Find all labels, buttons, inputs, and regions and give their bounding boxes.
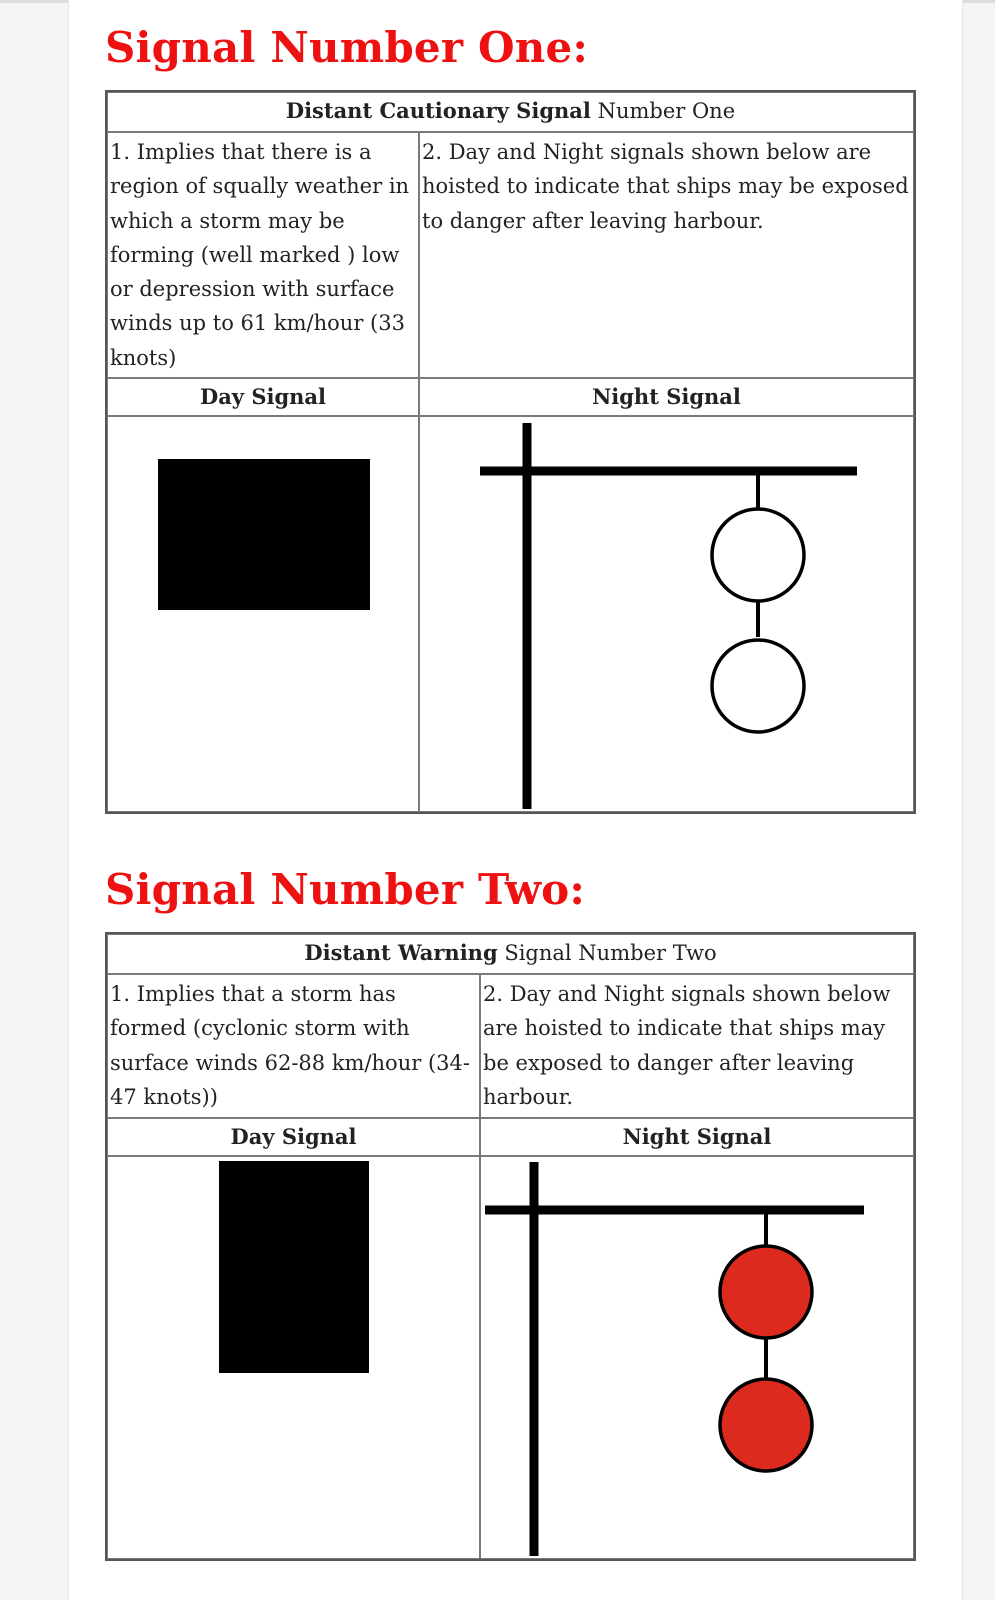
- signal-two-night-graphic: [481, 1157, 913, 1558]
- signal-two-description-right: 2. Day and Night signals shown below are hoisted to indicate that ships may be exposed to danger after leaving harbour.: [480, 974, 914, 1118]
- signal-one-caption: [107, 92, 914, 132]
- night-lamp-upper: [712, 509, 804, 601]
- day-signal-rectangle: [219, 1161, 369, 1373]
- signal-two-day-graphic: [108, 1157, 479, 1558]
- section-two-title: Signal Number Two:: [105, 865, 586, 914]
- signal-one-night-cell: [419, 416, 914, 812]
- signal-two-caption: [107, 934, 914, 974]
- day-signal-rectangle: [158, 459, 370, 610]
- signal-one-day-cell: [107, 416, 419, 812]
- signal-two-night-header: Night Signal: [480, 1118, 914, 1156]
- signal-two-day-cell: [107, 1156, 480, 1559]
- signal-two-description-left: 1. Implies that a storm has formed (cyclonic storm with surface winds 62-88 km/hour (34-47 knots)): [107, 974, 480, 1118]
- signal-one-day-header: Day Signal: [107, 378, 419, 416]
- signal-two-caption-rest: Signal Number Two: [504, 941, 717, 965]
- signal-two-caption-bold: Distant Warning: [304, 940, 498, 965]
- signal-one-caption-bold: Distant Cautionary Signal: [285, 98, 591, 123]
- signal-one-description-right: 2. Day and Night signals shown below are hoisted to indicate that ships may be exposed to danger after leaving harbour.: [419, 132, 914, 378]
- signal-two-night-cell: [480, 1156, 914, 1559]
- signal-one-day-graphic: [108, 417, 418, 811]
- signal-one-table: [105, 90, 916, 814]
- signal-one-night-header: Night Signal: [419, 378, 914, 416]
- signal-two-day-header: Day Signal: [107, 1118, 480, 1156]
- night-lamp-upper: [720, 1246, 812, 1338]
- signal-one-description-left: 1. Implies that there is a region of squally weather in which a storm may be forming (well marked ) low or depression with surface winds up to 61 km/hour (33 knots): [107, 132, 419, 378]
- signal-one-night-graphic: [420, 417, 913, 811]
- night-lamp-lower: [712, 640, 804, 732]
- signal-one-caption-rest: Number One: [597, 99, 736, 123]
- section-one-title: Signal Number One:: [105, 23, 589, 72]
- signal-two-table: [105, 932, 916, 1561]
- night-lamp-lower: [720, 1379, 812, 1471]
